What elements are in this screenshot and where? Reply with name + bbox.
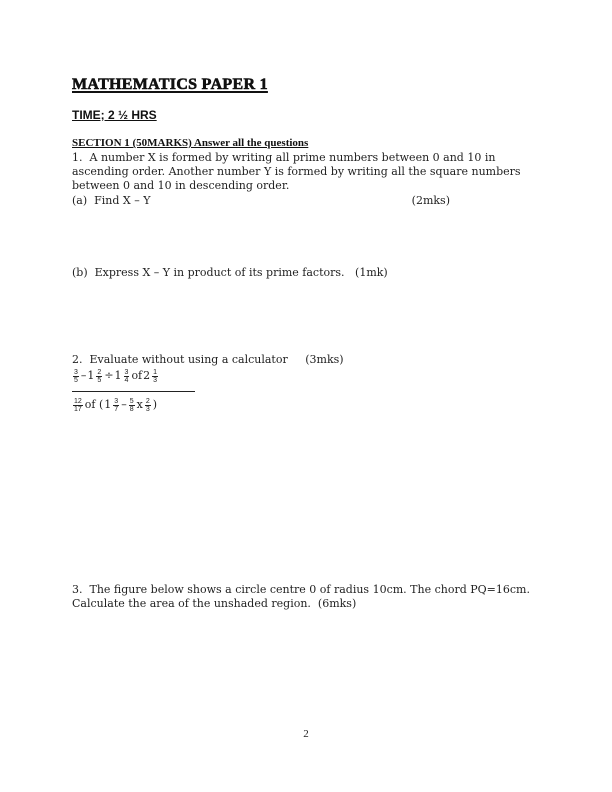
- page-number: 2: [303, 728, 309, 740]
- expression-denominator: $\frac{12}{17}$ of ( 1 $\frac{3}{7}$ – $\frac{5}{8}$ x $\frac{2}{3}$ ): [74, 397, 158, 413]
- question-3: 3. The figure below shows a circle centre 0 of radius 10cm. The chord PQ=16cm. Calculate the area of the unshaded region. (6mks): [72, 583, 530, 611]
- marks-label: (1mk): [355, 266, 388, 279]
- expression-numerator: $\frac{3}{5}$ – 1 $\frac{2}{5}$ ÷ 1 $\frac{3}{4}$ of 2 $\frac{1}{3}$: [74, 368, 158, 384]
- question-1a: (a) Find X – Y (2mks): [72, 193, 450, 207]
- question-1b: (b) Express X – Y in product of its prime factors. (1mk): [72, 266, 388, 279]
- question-2-stem: 2. Evaluate without using a calculator (3mks): [72, 353, 344, 366]
- marks-label: (2mks): [411, 193, 450, 207]
- question-1: [72, 151, 542, 208]
- paper-title: MATHEMATICS PAPER 1: [72, 76, 268, 93]
- time-allowed: TIME; 2 ½ HRS: [72, 108, 157, 122]
- marks-label: (6mks): [317, 597, 357, 611]
- section-heading: SECTION 1 (50MARKS) Answer all the questions: [72, 137, 309, 149]
- question-2: [72, 353, 344, 414]
- marks-label: (3mks): [305, 353, 344, 366]
- question-1-stem: 1. A number X is formed by writing all prime numbers between 0 and 10 in ascending order. Another number Y is formed by writing all the square numbers between 0 and 10 in descending order.: [72, 151, 521, 193]
- fraction-bar: [72, 391, 195, 392]
